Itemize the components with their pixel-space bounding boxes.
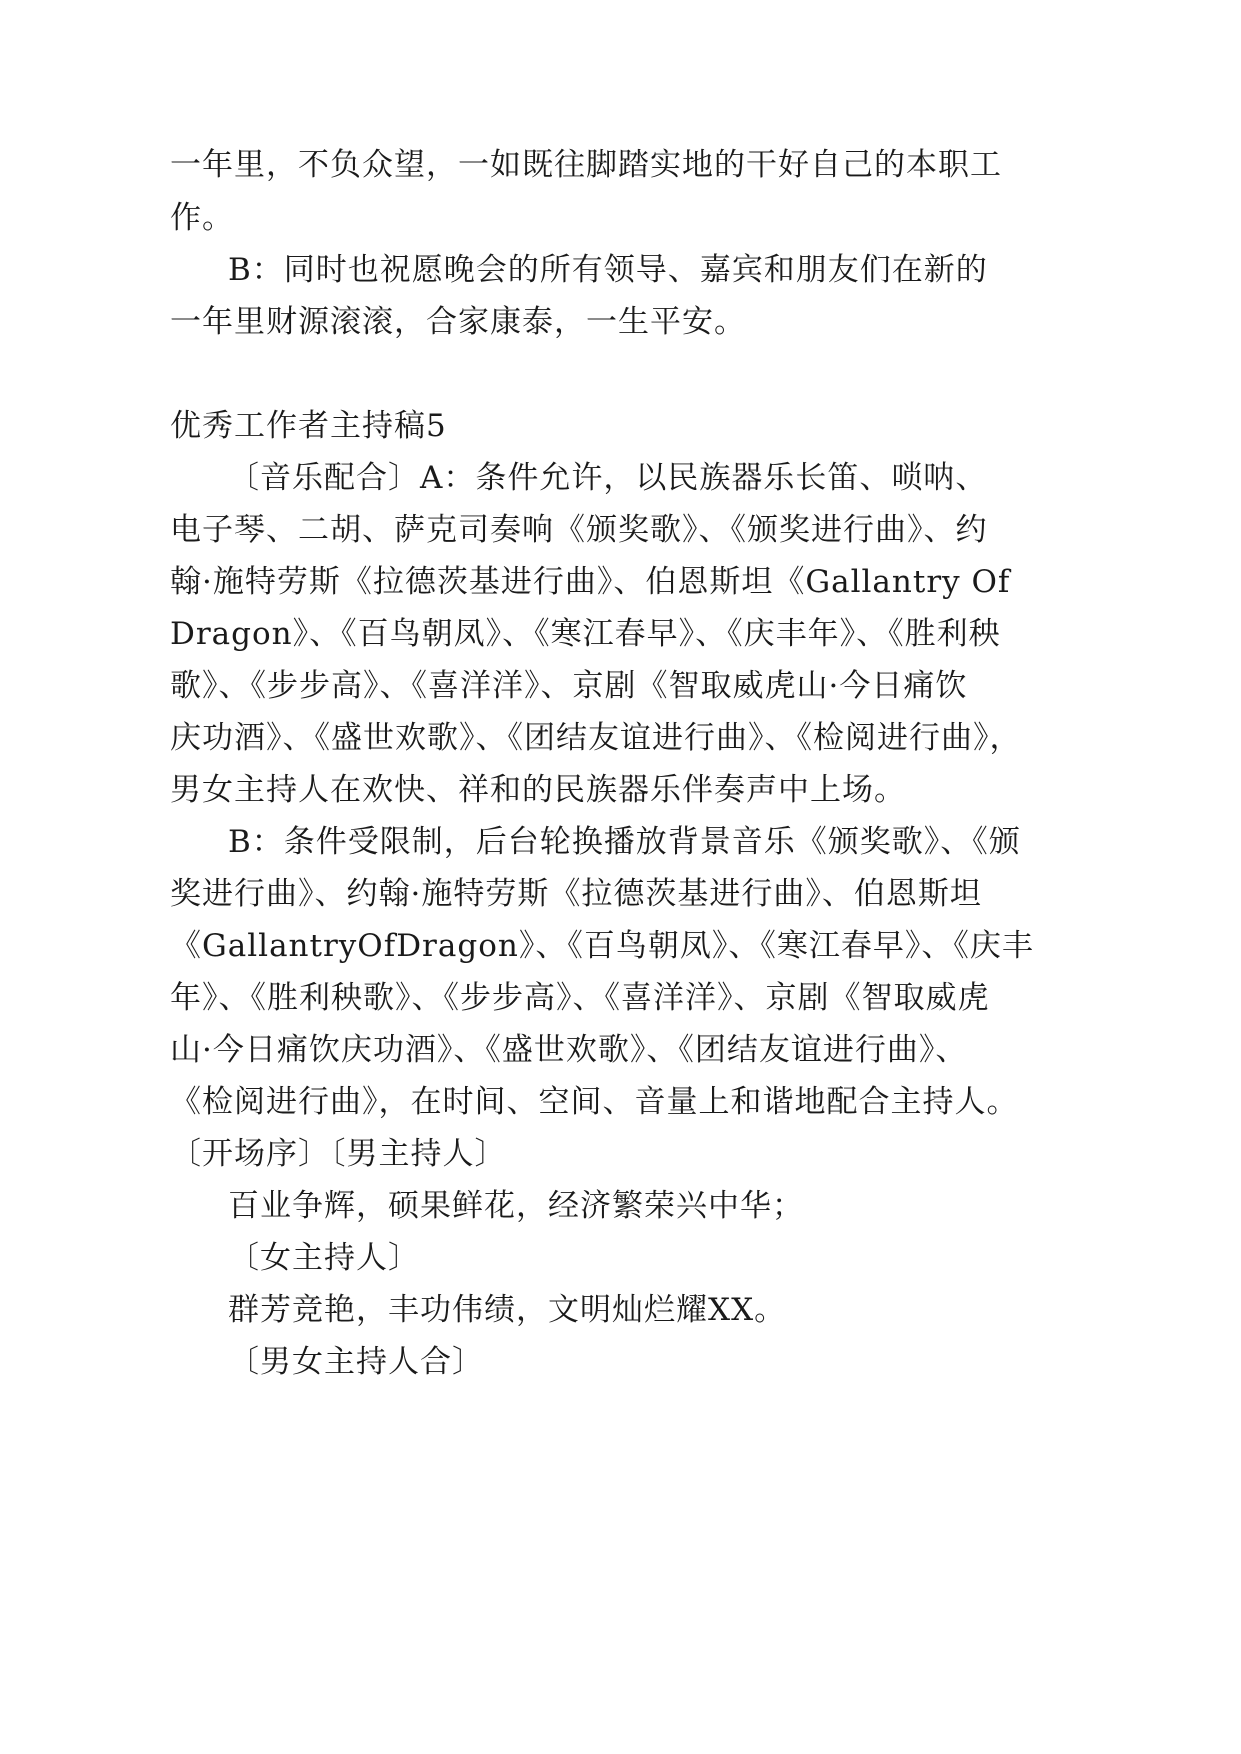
section-heading: 优秀工作者主持稿5 xyxy=(170,408,447,444)
text-line: 〔女主持人〕 xyxy=(228,1240,420,1276)
text-line: B：同时也祝愿晚会的所有领导、嘉宾和朋友们在新的 xyxy=(228,252,988,288)
text-line: 〔音乐配合〕A：条件允许，以民族器乐长笛、唢呐、 xyxy=(228,460,988,496)
text-line: 年》、《胜利秧歌》、《步步高》、《喜洋洋》、京剧《智取威虎 xyxy=(170,980,990,1016)
text-line: 男女主持人在欢快、祥和的民族器乐伴奏声中上场。 xyxy=(170,772,906,808)
text-line: 奖进行曲》、约翰·施特劳斯《拉德茨基进行曲》、伯恩斯坦 xyxy=(170,876,982,912)
text-line: 《检阅进行曲》，在时间、空间、音量上和谐地配合主持人。 xyxy=(170,1084,1019,1120)
text-line: B：条件受限制，后台轮换播放背景音乐《颁奖歌》、《颁 xyxy=(228,824,1021,860)
text-line: Dragon》、《百鸟朝凤》、《寒江春早》、《庆丰年》、《胜利秧 xyxy=(170,616,1001,652)
text-line: 歌》、《步步高》、《喜洋洋》、京剧《智取威虎山·今日痛饮 xyxy=(170,668,968,704)
text-line: 翰·施特劳斯《拉德茨基进行曲》、伯恩斯坦《Gallantry Of xyxy=(170,564,1011,600)
text-line: 庆功酒》、《盛世欢歌》、《团结友谊进行曲》、《检阅进行曲》， xyxy=(170,720,1022,756)
text-line: 群芳竞艳，丰功伟绩，文明灿烂耀XX。 xyxy=(228,1292,787,1328)
text-line: 百业争辉，硕果鲜花，经济繁荣兴中华； xyxy=(228,1188,804,1224)
text-line: 〔男女主持人合〕 xyxy=(228,1344,484,1380)
text-line: 作。 xyxy=(170,200,234,236)
text-line: 山·今日痛饮庆功酒》、《盛世欢歌》、《团结友谊进行曲》、 xyxy=(170,1032,968,1068)
text-line: 《GallantryOfDragon》、《百鸟朝凤》、《寒江春早》、《庆丰 xyxy=(170,928,1034,964)
text-line: 一年里，不负众望，一如既往脚踏实地的干好自己的本职工 xyxy=(170,147,1002,183)
text-line: 〔开场序〕〔男主持人〕 xyxy=(170,1136,507,1172)
text-line: 电子琴、二胡、萨克司奏响《颁奖歌》、《颁奖进行曲》、约 xyxy=(170,512,988,548)
text-line: 一年里财源滚滚，合家康泰，一生平安。 xyxy=(170,304,746,340)
